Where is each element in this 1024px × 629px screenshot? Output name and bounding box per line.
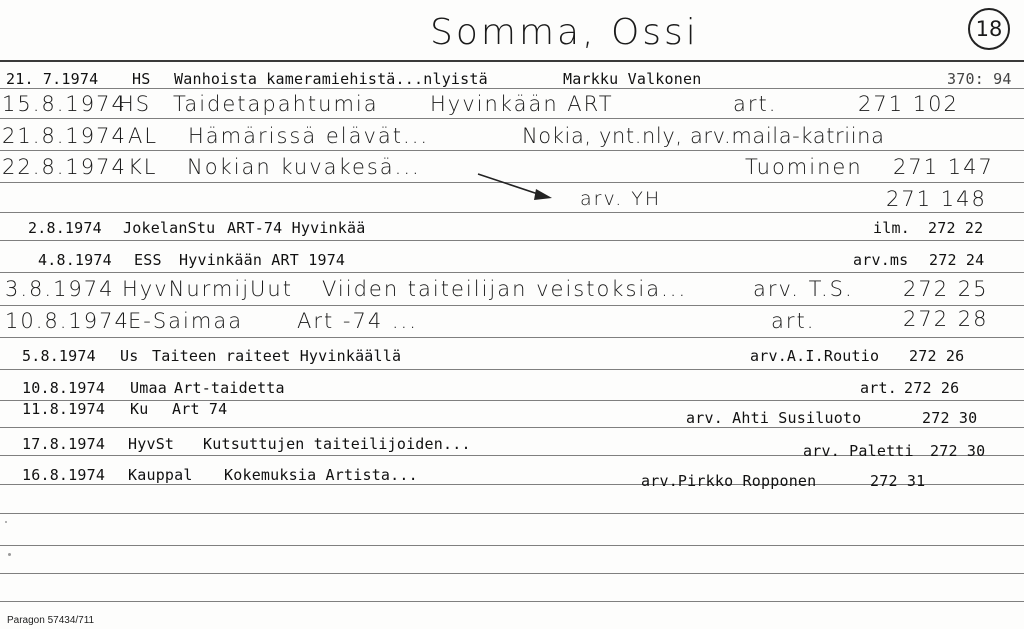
entry-date: 4.8.1974 xyxy=(38,251,112,269)
entry-ref: 272 24 xyxy=(929,251,985,269)
entry-title: Taidetapahtumia xyxy=(173,92,379,116)
entry-ref: 370: 94 xyxy=(947,70,1012,88)
entry-note: Tuominen xyxy=(745,155,863,179)
entry-type: art. xyxy=(733,92,778,116)
entry-title: ART-74 Hyvinkää xyxy=(227,219,366,237)
entry-source: Kauppal xyxy=(128,466,193,484)
entry-title: Hyvinkään ART 1974 xyxy=(179,251,346,269)
entry-date: 2.8.1974 xyxy=(28,219,102,237)
entry-date: 5.8.1974 xyxy=(22,347,96,365)
entry-ref: 271 147 xyxy=(893,155,994,179)
card-name: Somma, Ossi xyxy=(430,12,699,53)
card-number-text: 18 xyxy=(975,17,1003,41)
entry-title: Taiteen raiteet Hyvinkäällä xyxy=(152,347,402,365)
entry-title: Art-taidetta xyxy=(174,379,285,397)
entry-date: 10.8.1974 xyxy=(5,309,130,333)
entry-date: 3.8.1974 xyxy=(5,277,115,301)
entry-source: AL xyxy=(128,124,159,148)
entry-title: Nokian kuvakesä... xyxy=(187,155,421,179)
entry-source: E-Saimaa xyxy=(128,309,244,333)
entry-date: 21.8.1974 xyxy=(2,124,127,148)
entry-ref: 272 26 xyxy=(904,379,960,397)
entry-note: ilm. xyxy=(873,219,910,237)
entry-source: KL xyxy=(128,155,158,179)
entry-title: Wanhoista kameramiehistä...nlyistä xyxy=(174,70,488,88)
entry-note: Nokia, ynt.nly, arv.maila-katriina xyxy=(522,124,885,148)
entry-source: Umaa xyxy=(130,379,167,397)
entry-note: art. xyxy=(860,379,897,397)
entry-ref: 272 28 xyxy=(903,307,989,331)
entry-source: Us xyxy=(120,347,139,365)
entry-note: Markku Valkonen xyxy=(563,70,702,88)
entry-ref: 271 148 xyxy=(886,187,987,211)
entry-source: JokelanStu xyxy=(123,219,216,237)
entry-date: 22.8.1974 xyxy=(2,155,127,179)
entry-source: ESS xyxy=(134,251,162,269)
entry-note: arv. Paletti xyxy=(803,442,914,460)
entry-ref: 272 26 xyxy=(909,347,965,365)
entry-title: Art -74 ... xyxy=(297,309,418,333)
entry-ref: 272 25 xyxy=(903,277,989,301)
entry-note: arv.Pirkko Ropponen xyxy=(641,472,817,490)
entry-date: 16.8.1974 xyxy=(22,466,106,484)
entry-title: Hämärissä elävät... xyxy=(188,124,430,148)
entry-title: Viiden taiteilijan veistoksia... xyxy=(322,277,688,301)
entry-note: art. xyxy=(771,309,816,333)
entry-source: HyvSt xyxy=(128,435,175,453)
entry-ref: 272 30 xyxy=(930,442,986,460)
entry-title: Kutsuttujen taiteilijoiden... xyxy=(203,435,471,453)
entry-source: HS xyxy=(118,92,152,116)
entry-note: arv. Ahti Susiluoto xyxy=(686,409,862,427)
entry-date: 21. 7.1974 xyxy=(6,70,99,88)
entry-ref: 272 31 xyxy=(870,472,926,490)
entry-source: HyvNurmijUut xyxy=(122,277,293,301)
entry-ref: 272 22 xyxy=(928,219,984,237)
entry-title: Kokemuksia Artista... xyxy=(224,466,418,484)
entry-note: arv. T.S. xyxy=(753,277,854,301)
entry-ref: 272 30 xyxy=(922,409,978,427)
entry-date: 15.8.1974 xyxy=(2,92,127,116)
card-footer: Paragon 57434/711 xyxy=(7,615,95,626)
entry-date: 17.8.1974 xyxy=(22,435,106,453)
entry-note: arv.ms xyxy=(853,251,909,269)
entry-title: Art 74 xyxy=(172,400,228,418)
entry-date: 11.8.1974 xyxy=(22,400,106,418)
entry-ref: 271 102 xyxy=(858,92,959,116)
entry-source: Ku xyxy=(130,400,149,418)
scan-speck xyxy=(8,553,11,556)
entry-note: arv.A.I.Routio xyxy=(750,347,880,365)
entry-source: HS xyxy=(132,70,151,88)
entry-note: arv. YH xyxy=(580,188,662,210)
entry-date: 10.8.1974 xyxy=(22,379,106,397)
scan-speck xyxy=(5,521,7,523)
entry-note: Hyvinkään ART xyxy=(430,92,614,116)
